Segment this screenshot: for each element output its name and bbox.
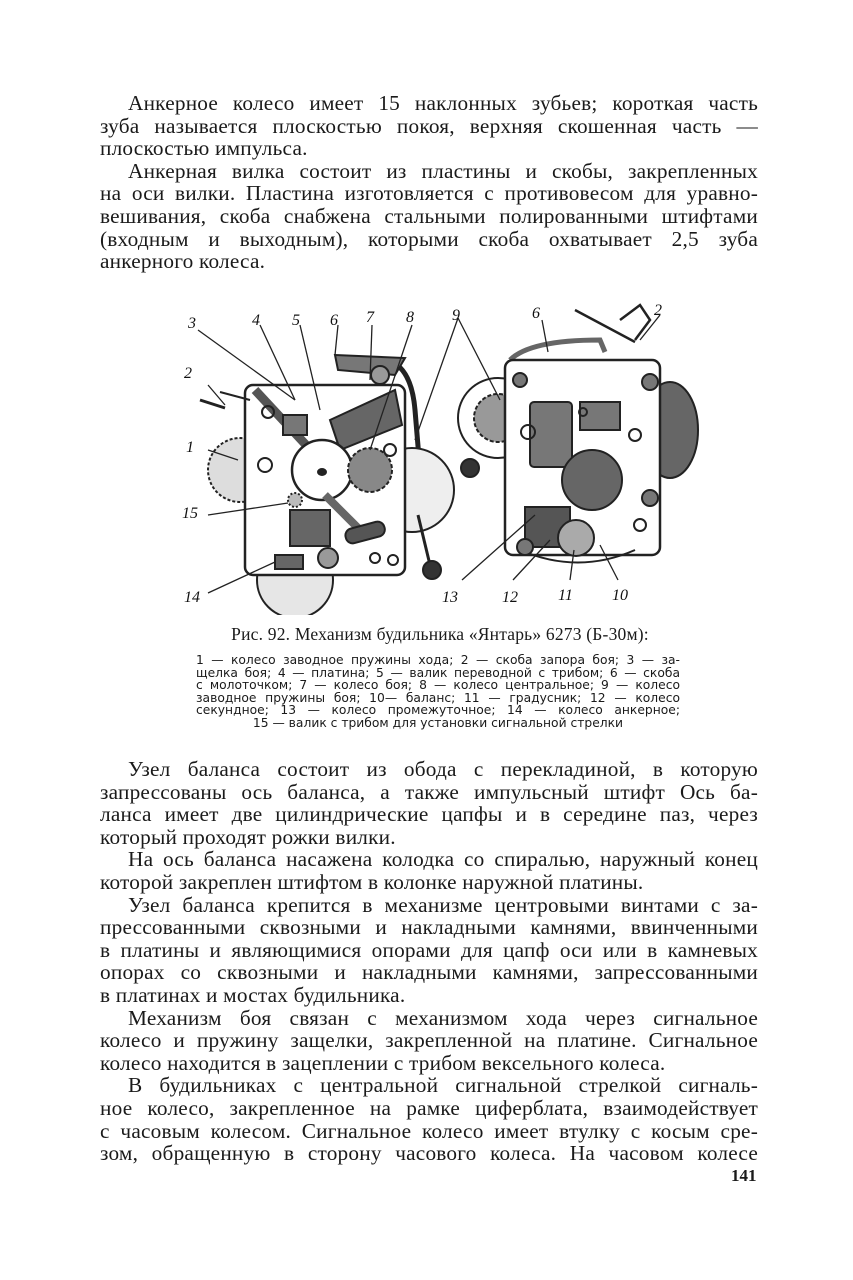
label-6-right: 6 xyxy=(532,305,540,322)
label-11: 11 xyxy=(558,587,573,604)
figure-clock-mechanism xyxy=(180,300,700,615)
label-4: 4 xyxy=(252,312,260,329)
text-line: вешивания, скоба снабжена стальными полированными штифтами xyxy=(100,203,758,228)
text-line: колесо и пружину защелки, закрепленной на платине. Сигнальное xyxy=(100,1028,758,1053)
bottom-text xyxy=(100,758,758,1165)
text-line: ланса имеет две цилиндрические цапфы и в середине паз, через xyxy=(100,802,758,827)
figure-legend xyxy=(196,654,680,730)
text-line: зуба называется плоскостью покоя, верхняя скошенная часть — xyxy=(100,113,758,138)
label-10: 10 xyxy=(612,587,628,604)
paragraph-balance-spring xyxy=(100,848,758,893)
label-3: 3 xyxy=(188,315,196,332)
page-number: 141 xyxy=(731,1166,757,1185)
text-line: плоскостью импульса. xyxy=(100,136,308,161)
label-2-left: 2 xyxy=(184,365,192,382)
label-2-right: 2 xyxy=(654,302,662,319)
label-14: 14 xyxy=(184,589,200,606)
label-9: 9 xyxy=(452,307,460,324)
left-mechanism-drawing xyxy=(200,355,454,615)
label-13: 13 xyxy=(442,589,458,606)
text-line: Узел баланса состоит из обода с перекладиной, в которую xyxy=(128,757,758,781)
paragraph-balance-unit xyxy=(100,758,758,848)
text-line: запрессованы ось баланса, а также импульсный штифт Ось ба- xyxy=(100,779,758,804)
legend-line: щелка боя; 4 — платина; 5 — валик переводной с трибом; 6 — скоба xyxy=(196,665,680,680)
text-line: прессованными сквозными и накладными камнями, ввинченными xyxy=(100,915,758,940)
top-text xyxy=(100,92,758,273)
figure-caption-title: Рис. 92. Механизм будильника «Янтарь» 6273 (Б-30м): xyxy=(231,624,649,644)
legend-line: 15 — валик с трибом для установки сигнальной стрелки xyxy=(252,715,624,730)
legend-line: секундное; 13 — колесо промежуточное; 14 — колесо анкерное; xyxy=(196,703,680,718)
label-8: 8 xyxy=(406,309,414,326)
text-line: на оси вилки. Пластина изготовляется с противовесом для уравно- xyxy=(100,181,758,206)
paragraph-anchor-fork xyxy=(100,160,758,273)
label-15: 15 xyxy=(182,505,198,522)
paragraph-strike-mechanism xyxy=(100,1007,758,1075)
paragraph-signal-hand xyxy=(100,1074,758,1164)
label-5: 5 xyxy=(292,312,300,329)
label-12: 12 xyxy=(502,589,518,606)
label-7: 7 xyxy=(366,309,374,326)
text-line: Узел баланса крепится в механизме центровыми винтами с за- xyxy=(128,892,758,917)
text-line: с часовым колесом. Сигнальное колесо имеет втулку с косым сре- xyxy=(100,1118,758,1143)
legend-line: заводное пружины боя; 10— баланс; 11 — градусник; 12 — колесо xyxy=(196,690,680,705)
right-mechanism-drawing xyxy=(458,305,698,563)
text-line: в платины и являющимися опорами для цапф оси или в камневых xyxy=(100,937,758,962)
text-line: анкерного колеса. xyxy=(100,249,266,274)
mechanism-illustration xyxy=(180,300,700,615)
legend-line: с молоточком; 7 — колесо боя; 8 — колесо центральное; 9 — колесо xyxy=(196,678,680,693)
text-line: (входным и выходным), которыми скоба охватывает 2,5 зуба xyxy=(100,226,758,251)
label-1: 1 xyxy=(186,439,194,456)
text-line: который проходят рожки вилки. xyxy=(100,824,396,849)
legend-line: 1 — колесо заводное пружины хода; 2 — скоба запора боя; 3 — за- xyxy=(196,653,680,667)
text-line: Анкерное колесо имеет 15 наклонных зубьев; короткая часть xyxy=(128,91,758,115)
text-line: Механизм боя связан с механизмом хода через сигнальное xyxy=(128,1005,758,1030)
text-line: зом, обращенную в сторону часового колеса. На часовом колесе xyxy=(100,1141,758,1166)
paragraph-balance-mounting xyxy=(100,894,758,1007)
label-6: 6 xyxy=(330,312,338,329)
text-line: которой закреплен штифтом в колонке наружной платины. xyxy=(100,869,644,894)
text-line: Анкерная вилка состоит из пластины и скобы, закрепленных xyxy=(128,158,758,183)
paragraph-anchor-wheel xyxy=(100,92,758,160)
text-line: На ось баланса насажена колодка со спиралью, наружный конец xyxy=(128,847,758,872)
text-line: ное колесо, закрепленное на рамке циферблата, взаимодействует xyxy=(100,1095,758,1120)
text-line: опорах со сквозными и накладными камнями, запрессованными xyxy=(100,960,758,985)
text-line: в платинах и мостах будильника. xyxy=(100,982,406,1007)
text-line: В будильниках с центральной сигнальной стрелкой сигналь- xyxy=(128,1073,758,1098)
text-line: колесо находится в зацеплении с трибом вексельного колеса. xyxy=(100,1050,666,1075)
